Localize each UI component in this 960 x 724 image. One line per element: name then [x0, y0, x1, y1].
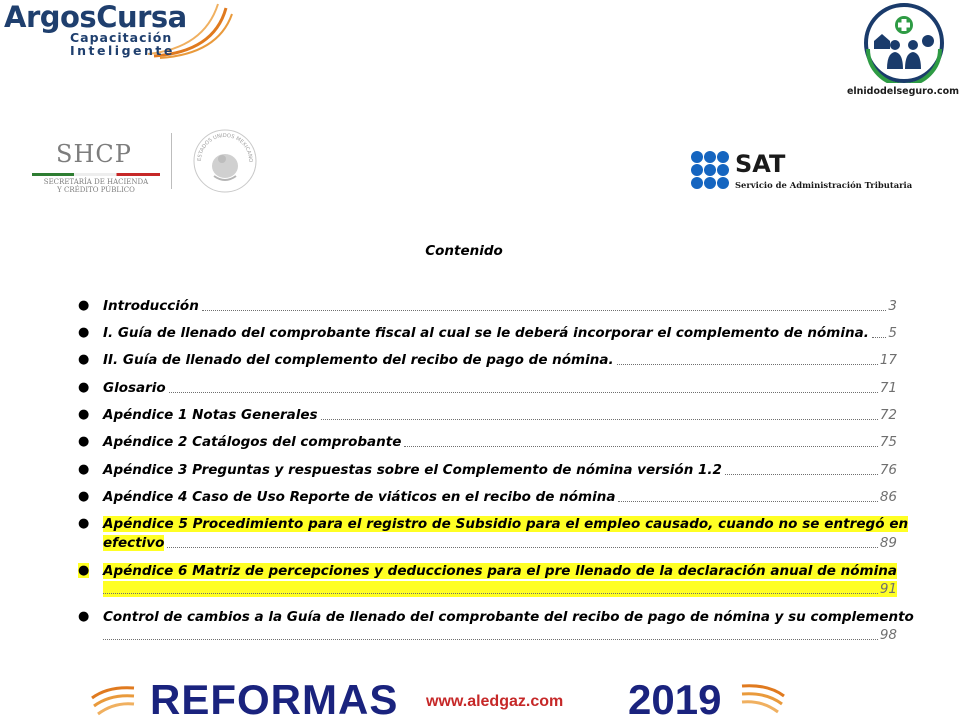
- toc-item-title: Apéndice 3 Preguntas y respuestas sobre el Complemento de nómina versión 1.2: [103, 462, 722, 478]
- toc-item-title-line-1: Apéndice 5 Procedimiento para el registro de Subsidio para el empleo causado, cuando no se entregó en: [103, 516, 909, 532]
- bullet: ●: [78, 407, 90, 422]
- shcp-subtitle-2: Y CRÉDITO PÚBLICO: [57, 186, 135, 194]
- year-banner-text: 2019: [628, 676, 722, 723]
- toc-item-page: 72: [879, 407, 897, 423]
- right-wing-icon: [740, 682, 788, 716]
- toc-item-title: Control de cambios a la Guía de llenado del comprobante del recibo de pago de nómina y su complemento: [103, 609, 914, 625]
- nido-seguro-logo-icon: [864, 3, 944, 83]
- toc-item-page: 76: [879, 462, 897, 478]
- toc-item-page: 5: [888, 325, 897, 341]
- logo-divider: [171, 133, 172, 189]
- bullet: ●: [78, 516, 90, 531]
- bullet: ●: [78, 462, 90, 477]
- sat-dots-icon: [690, 150, 730, 190]
- bullet: ●: [78, 380, 90, 395]
- bullet: ●: [78, 609, 90, 624]
- shcp-logo: [30, 140, 180, 196]
- bullet: ●: [78, 352, 90, 367]
- shcp-flag-line: [32, 173, 160, 176]
- bullet: ●: [78, 563, 90, 578]
- toc-item-page: 3: [888, 298, 897, 314]
- mexico-seal-icon: [192, 128, 258, 194]
- reformas-banner-text: REFORMAS: [150, 676, 399, 723]
- svg-text:ESTADOS UNIDOS MEXICANOS: ESTADOS UNIDOS MEXICANO: [196, 132, 254, 163]
- toc-item-page: 98: [879, 627, 897, 643]
- argos-tagline-1: Capacitación: [70, 30, 173, 45]
- nido-site-text: elnidodelseguro.com: [846, 86, 960, 97]
- toc-item-page: 86: [879, 489, 897, 505]
- website-link[interactable]: www.aledgaz.com: [426, 693, 564, 710]
- shcp-title: SHCP: [56, 140, 132, 168]
- toc-item-title: Apéndice 4 Caso de Uso Reporte de viáticos en el recibo de nómina: [103, 489, 616, 505]
- bullet: ●: [78, 325, 90, 340]
- toc-item-title: Glosario: [103, 380, 166, 396]
- sat-description: Servicio de Administración Tributaria: [735, 180, 913, 190]
- toc-item-title: I. Guía de llenado del comprobante fiscal al cual se le deberá incorporar el complemento de nómina.: [103, 325, 869, 341]
- toc-item-title: Apéndice 6 Matriz de percepciones y deducciones para el pre llenado de la declaración anual de nómina: [103, 563, 897, 579]
- bullet: ●: [78, 434, 90, 449]
- toc-item-title: Introducción: [103, 298, 199, 314]
- toc-item-page: 91: [879, 581, 897, 597]
- argoscursa-logo: [4, 2, 234, 60]
- bullet: ●: [78, 489, 90, 504]
- argos-brand-text: ArgosCursa: [4, 0, 187, 34]
- left-wing-icon: [88, 684, 136, 718]
- toc-item-title: Apéndice 1 Notas Generales: [103, 407, 318, 423]
- sat-wordmark: SAT: [735, 150, 786, 178]
- toc-item-title: II. Guía de llenado del complemento del recibo de pago de nómina.: [103, 352, 614, 368]
- shcp-subtitle-1: SECRETARÍA DE HACIENDA: [43, 178, 149, 186]
- bullet: ●: [78, 298, 90, 313]
- sat-logo: [690, 150, 913, 194]
- toc-item-page: 75: [879, 434, 897, 450]
- argos-tagline-2: Inteligente: [70, 43, 175, 58]
- toc-item-title-line-2: efectivo: [103, 535, 165, 551]
- toc-item-title: Apéndice 2 Catálogos del comprobante: [103, 434, 402, 450]
- toc-heading: Contenido: [425, 243, 503, 259]
- toc-item-page: 17: [879, 352, 897, 368]
- toc-item-page: 89: [879, 535, 897, 551]
- toc-item-page: 71: [879, 380, 897, 396]
